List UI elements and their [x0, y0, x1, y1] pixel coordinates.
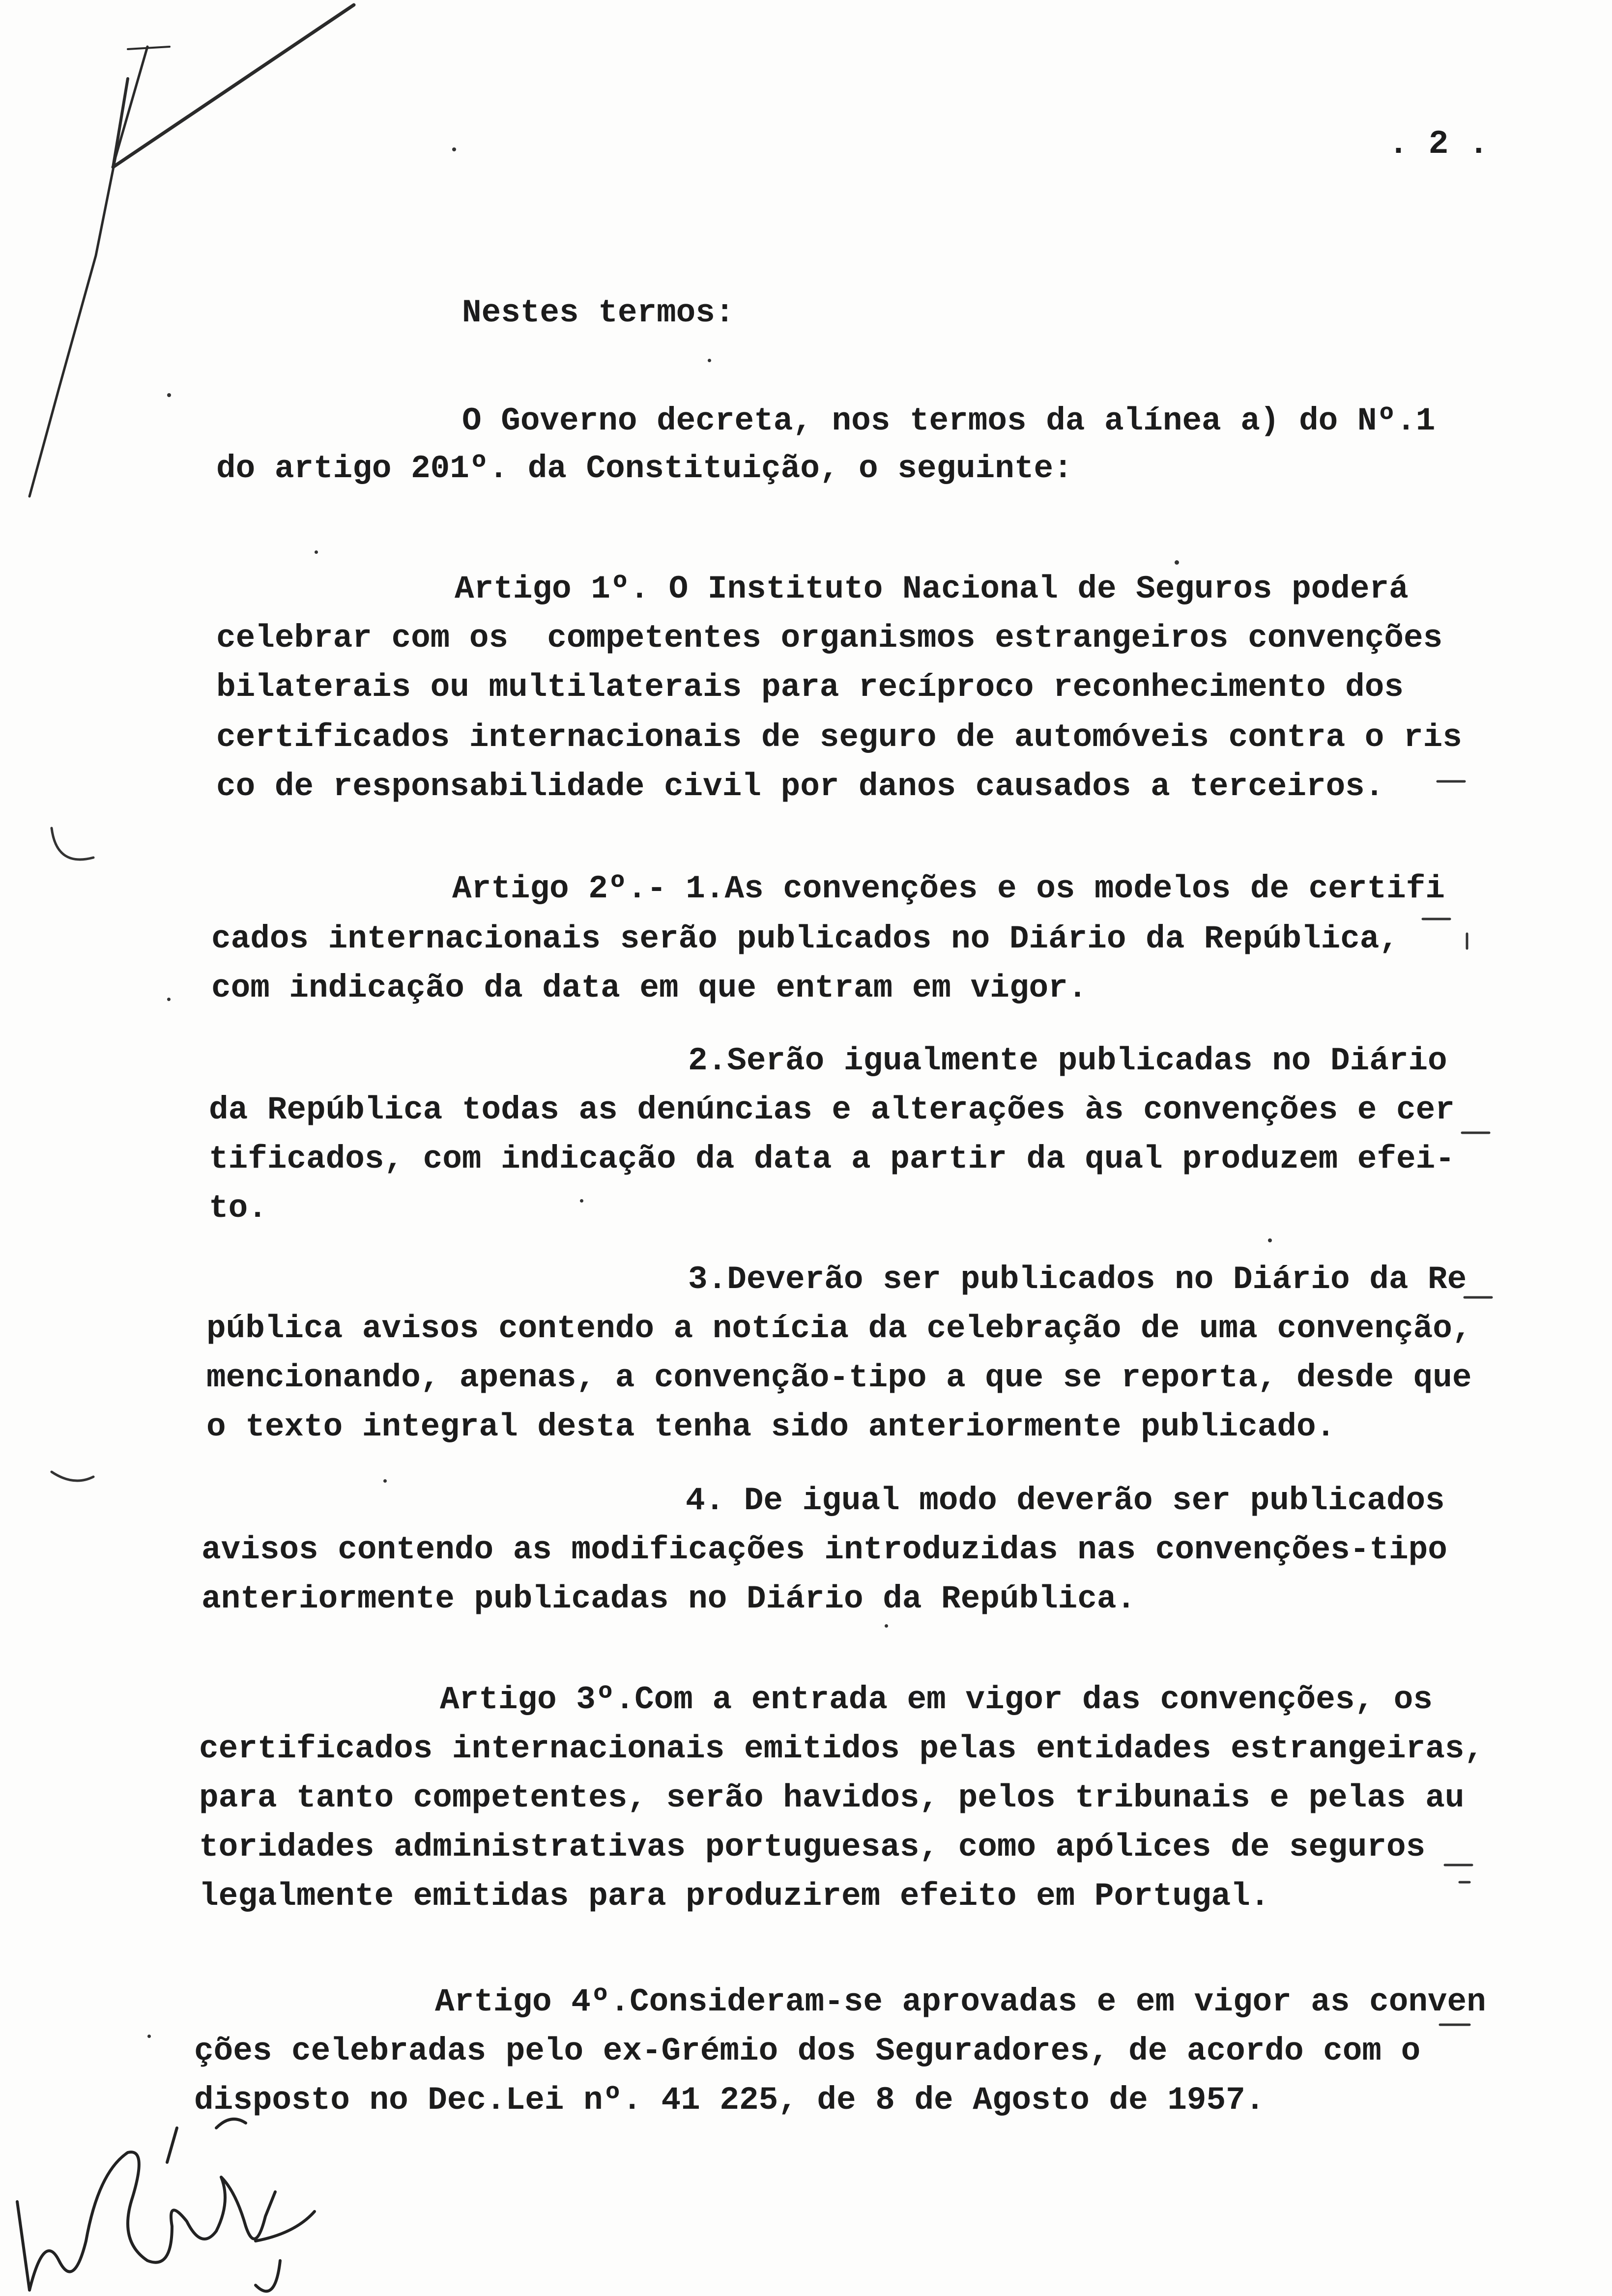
text-line: da República todas as denúncias e alterações às convenções e cer — [209, 1091, 1455, 1128]
text-line: para tanto competentes, serão havidos, pelos tribunais e pelas au — [199, 1779, 1465, 1816]
text-line: O Governo decreta, nos termos da alínea a) do Nº.1 — [462, 402, 1436, 439]
text-line: pública avisos contendo a notícia da celebração de uma convenção, — [206, 1310, 1472, 1347]
text-line: cados internacionais serão publicados no Diário da República, — [211, 920, 1399, 957]
text-line: tificados, com indicação da data a partir da qual produzem efei- — [209, 1141, 1455, 1177]
scan-speck — [885, 1624, 888, 1628]
text-line: mencionando, apenas, a convenção-tipo a que se reporta, desde que — [206, 1359, 1472, 1396]
text-line: co de responsabilidade civil por danos causados a terceiros. — [216, 768, 1384, 805]
text-line: to. — [209, 1190, 267, 1227]
text-line: anteriormente publicadas no Diário da República. — [202, 1580, 1136, 1617]
text-line: Artigo 1º. O Instituto Nacional de Seguros poderá — [455, 571, 1409, 607]
scan-speck — [708, 359, 711, 362]
scan-speck — [1175, 560, 1179, 565]
scan-speck — [315, 550, 318, 554]
scan-speck — [452, 147, 456, 151]
text-line: Artigo 3º.Com a entrada em vigor das convenções, os — [440, 1681, 1433, 1718]
margin-bracket-marks — [52, 828, 93, 1481]
text-line: avisos contendo as modificações introduzidas nas convenções-tipo — [202, 1531, 1447, 1568]
scan-speck — [167, 998, 171, 1001]
hyphenation-marks — [1423, 781, 1492, 2025]
text-line: 4. De igual modo deverão ser publicados — [686, 1482, 1445, 1519]
text-line: bilaterais ou multilaterais para recíproco reconhecimento dos — [216, 669, 1404, 706]
text-line: disposto no Dec.Lei nº. 41 225, de 8 de Agosto de 1957. — [194, 2082, 1265, 2119]
text-line: legalmente emitidas para produzirem efeito em Portugal. — [199, 1878, 1270, 1915]
text-line: toridades administrativas portuguesas, como apólices de seguros — [199, 1829, 1426, 1866]
scan-speck — [383, 1479, 387, 1483]
text-line: Artigo 2º.- 1.As convenções e os modelos de certifi — [452, 870, 1445, 907]
scan-speck — [147, 2035, 151, 2038]
text-line: 2.Serão igualmente publicadas no Diário — [688, 1042, 1447, 1079]
text-line: ções celebradas pelo ex-Grémio dos Seguradores, de acordo com o — [194, 2033, 1421, 2069]
text-line: 3.Deverão ser publicados no Diário da Re — [688, 1261, 1467, 1298]
text-line: do artigo 201º. da Constituição, o seguinte: — [216, 450, 1073, 487]
scan-speck — [580, 1199, 583, 1203]
margin-pen-stroke — [29, 5, 354, 496]
text-line: certificados internacionais emitidos pelas entidades estrangeiras, — [199, 1730, 1484, 1767]
text-line: com indicação da data em que entram em vigor. — [211, 970, 1088, 1006]
text-line: Artigo 4º.Consideram-se aprovadas e em vigor as conven — [435, 1983, 1486, 2020]
text-line: celebrar com os competentes organismos estrangeiros convenções — [216, 620, 1443, 657]
signature — [17, 2119, 315, 2291]
text-line: certificados internacionais de seguro de automóveis contra o ris — [216, 719, 1462, 756]
page-number: . 2 . — [1388, 125, 1489, 163]
text-line: o texto integral desta tenha sido anteriormente publicado. — [206, 1408, 1336, 1445]
scan-speck — [167, 393, 171, 397]
scan-speck — [1268, 1238, 1272, 1242]
text-line: Nestes termos: — [462, 294, 735, 331]
